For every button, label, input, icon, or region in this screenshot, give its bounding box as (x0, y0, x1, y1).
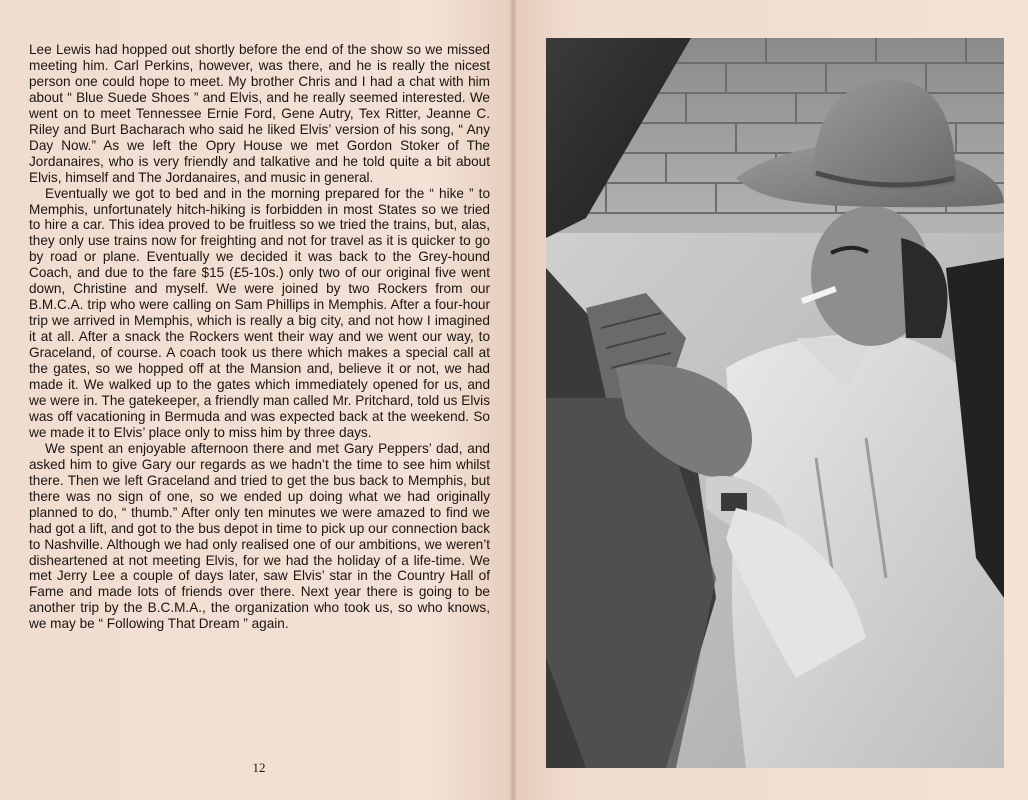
paragraph-1: Lee Lewis had hopped out shortly before the end of the show so we missed meeting him. Carl Perkins, however, was there, and he is really the nicest person one could hope to meet. My brother Chris and I had a chat with him about “ Blue Suede Shoes ” and Elvis, and he really seemed interested. We went on to meet Tennessee Ernie Ford, Gene Autry, Tex Ritter, Jeanne C. Riley and Burt Bacharach who said he liked Elvis’ version of his song, “ Any Day Now.” As we left the Opry House we met Gordon Stoker of The Jordanaires, who is very friendly and talkative and he told quite a bit about Elvis, himself and The Jordanaires, and music in general. (29, 42, 490, 185)
article-text (29, 42, 490, 632)
paragraph-2: Eventually we got to bed and in the morning prepared for the “ hike ” to Memphis, unfortunately hitch-hiking is forbidden in most States so we tried to hire a car. This idea proved to be fruitless so we tried the trains, but, alas, they only use trains now for freighting and not for travel as it is quicker to go by road or plane. Eventually we decided it was back to the Grey-hound Coach, and due to the fare $15 (£5-10s.) only two of our original five went down, Christine and myself. We were joined by two Rockers from our B.M.C.A. trip who were calling on Sam Phillips in Memphis. After a four-hour trip we arrived in Memphis, which is really a big city, and not how I imagined it at all. After a snack the Rockers went their way and we went our way, to Graceland, of course. A coach took us there which makes a special call at the gates, so we hopped off at the Mansion and, believe it or not, we had made it. We walked up to the gates which immediately opened for us, and we were in. The gatekeeper, a friendly man called Mr. Pritchard, told us Elvis was off vacationing in Bermuda and was expected back at the weekend. So we made it to Elvis’ place only to miss him by three days. (29, 185, 490, 440)
left-page (0, 0, 513, 800)
photo (546, 38, 1004, 768)
book-gutter (509, 0, 517, 800)
photo-illustration (546, 38, 1004, 768)
paragraph-3: We spent an enjoyable afternoon there and met Gary Peppers’ dad, and asked him to give Gary our regards as we hadn’t the time to see him whilst there. Then we left Graceland and tried to get the bus back to Memphis, but there was no sign of one, so we ended up doing what we had originally planned to do, “ thumb.” After only ten minutes we were amazed to find we had got a lift, and got to the bus depot in time to pick up our connection back to Nashville. Although we had only realised one of our ambitions, we weren’t disheartened at not meeting Elvis, for we had the holiday of a life-time. We met Jerry Lee a couple of days later, saw Elvis’ star in the Country Hall of Fame and made lots of friends over there. Next year there is going to be another trip by the B.C.M.A., the organization who took us, so who knows, we may be “ Following That Dream ” again. (29, 440, 490, 632)
page-number: 12 (252, 760, 266, 775)
